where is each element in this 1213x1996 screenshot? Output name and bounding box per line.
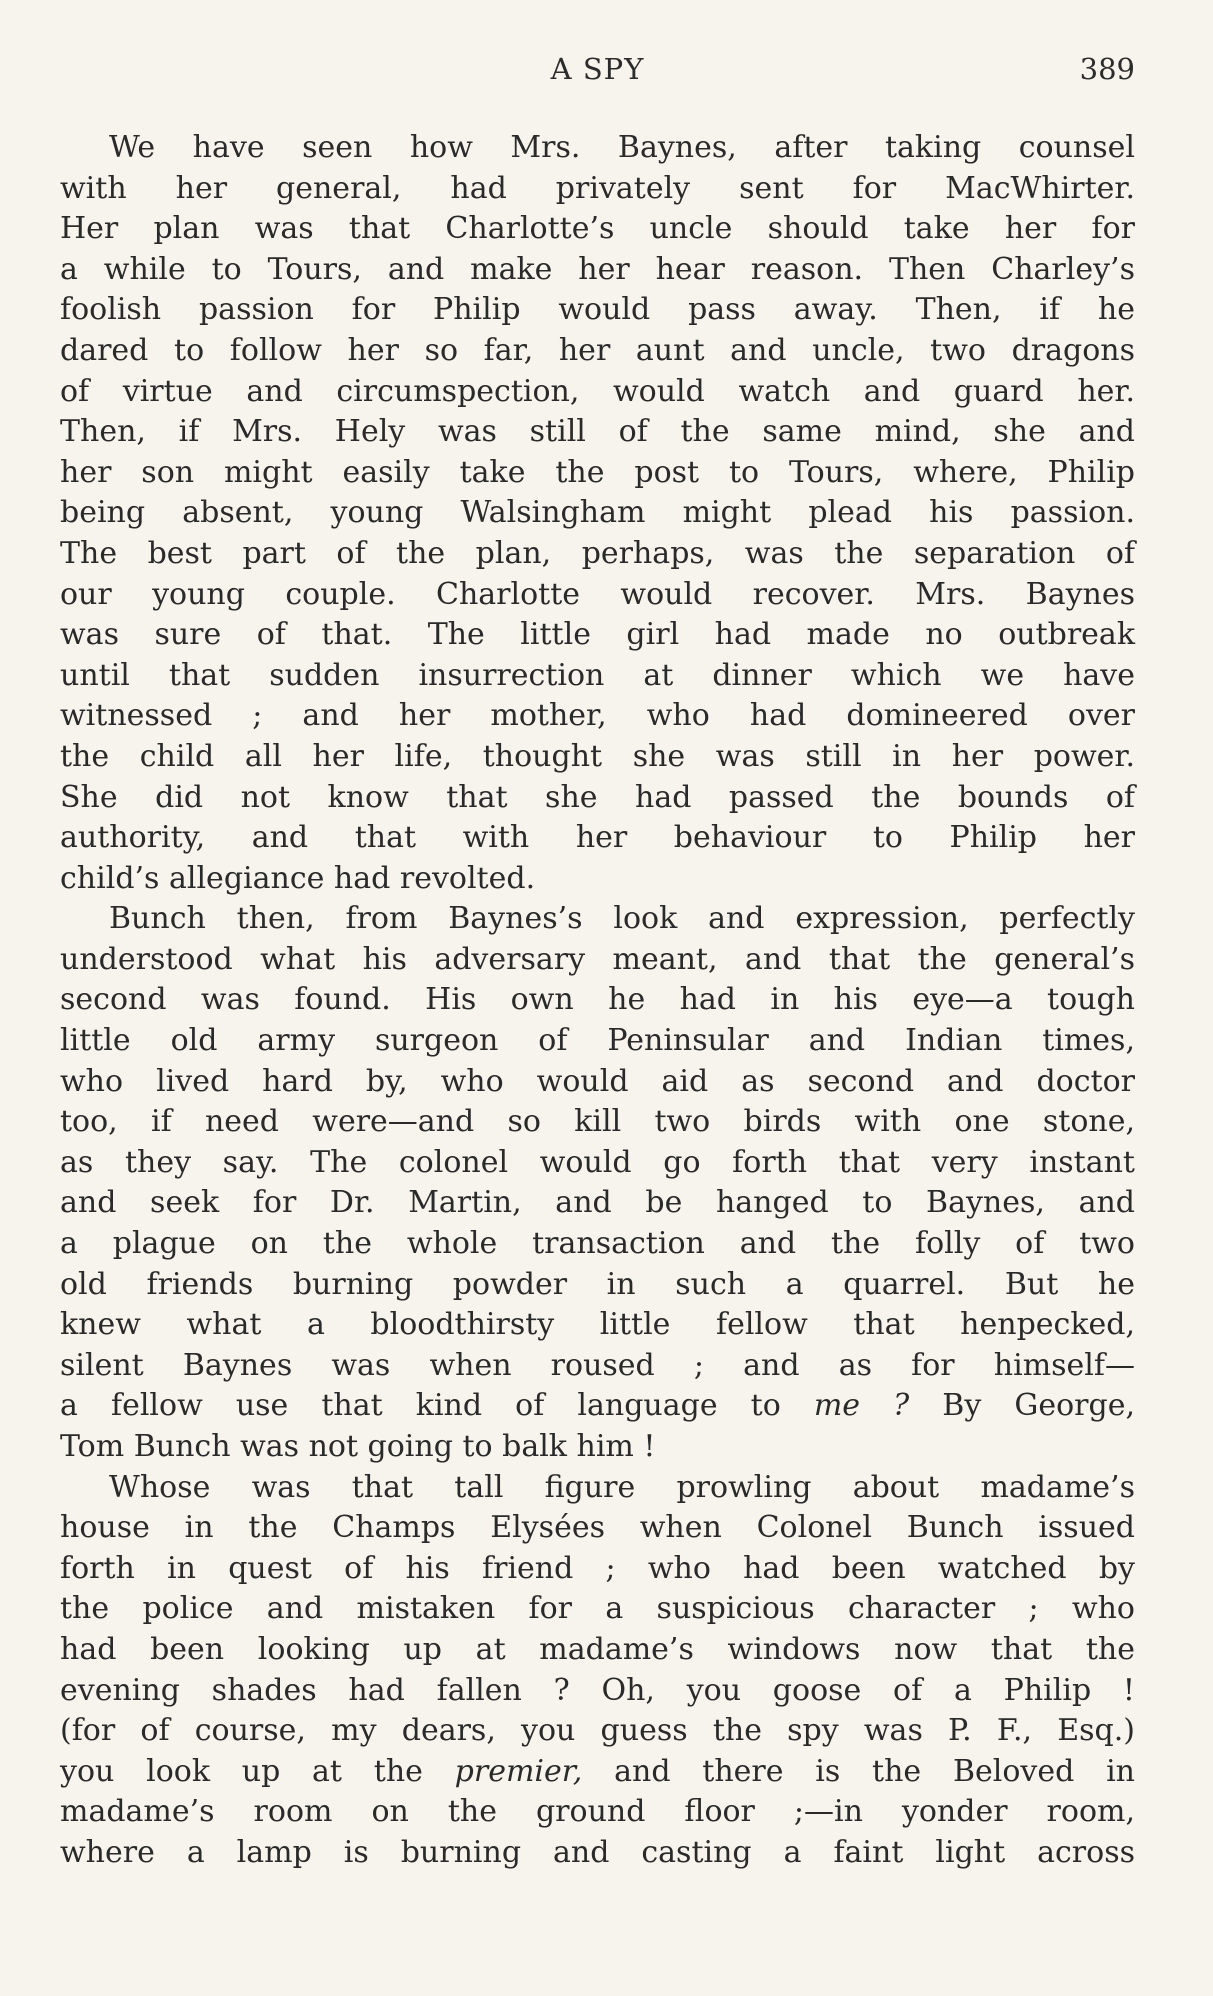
text-line: second was found. His own he had in his eye—a tough [60, 982, 1135, 1018]
text-line: authority, and that with her behaviour to Philip her [60, 820, 1135, 856]
text-segment: a fellow use that kind of language to [60, 1388, 814, 1424]
text-line: our young couple. Charlotte would recover. Mrs. Baynes [60, 576, 1135, 612]
text-line: and seek for Dr. Martin, and be hanged to Baynes, and [60, 1185, 1135, 1221]
text-line: a while to Tours, and make her hear reason. Then Charley’s [60, 251, 1135, 287]
text-line: She did not know that she had passed the bounds of [60, 779, 1135, 815]
text-line: house in the Champs Elysées when Colonel Bunch issued [60, 1510, 1135, 1546]
text-segment: you look up at the [60, 1753, 455, 1789]
text-body [60, 128, 1135, 1874]
text-line: madame’s room on the ground floor ;—in yonder room, [60, 1794, 1135, 1830]
text-line: knew what a bloodthirsty little fellow that henpecked, [60, 1307, 1135, 1343]
text-line: foolish passion for Philip would pass away. Then, if he [60, 292, 1135, 328]
text-line [60, 1752, 1135, 1793]
text-line [60, 1386, 1135, 1427]
text-line: child’s allegiance had revolted. [60, 860, 536, 896]
text-line: of virtue and circumspection, would watch and guard her. [60, 373, 1135, 409]
italic-word: premier, [454, 1753, 583, 1789]
text-line: witnessed ; and her mother, who had domineered over [60, 698, 1135, 734]
text-line: old friends burning powder in such a quarrel. But he [60, 1266, 1135, 1302]
text-line: We have seen how Mrs. Baynes, after taking counsel [109, 130, 1135, 165]
text-line: the police and mistaken for a suspicious character ; who [60, 1591, 1135, 1627]
text-line: her son might easily take the post to Tours, where, Philip [60, 454, 1135, 490]
text-line: silent Baynes was when roused ; and as for himself— [60, 1347, 1135, 1383]
text-line: The best part of the plan, perhaps, was the separation of [60, 535, 1135, 571]
text-line: as they say. The colonel would go forth that very instant [60, 1144, 1135, 1180]
text-line: who lived hard by, who would aid as second and doctor [60, 1063, 1135, 1099]
text-line: until that sudden insurrection at dinner which we have [60, 657, 1135, 693]
italic-word: me ? [813, 1388, 910, 1424]
chapter-title: A SPY [550, 52, 645, 86]
text-line: understood what his adversary meant, and that the general’s [60, 941, 1135, 977]
text-line: Whose was that tall figure prowling about madame’s [109, 1469, 1135, 1505]
text-line: dared to follow her so far, her aunt and uncle, two dragons [60, 332, 1135, 368]
text-line: with her general, had privately sent for MacWhirter. [60, 170, 1135, 206]
text-segment: By George, [909, 1388, 1135, 1424]
text-line: little old army surgeon of Peninsular and Indian times, [60, 1023, 1135, 1059]
text-line: had been looking up at madame’s windows now that the [60, 1631, 1135, 1667]
text-line: forth in quest of his friend ; who had been watched by [60, 1550, 1135, 1586]
running-head [60, 52, 1135, 92]
text-line: being absent, young Walsingham might plead his passion. [60, 495, 1135, 531]
text-line: (for of course, my dears, you guess the spy was P. F., Esq.) [60, 1713, 1135, 1749]
text-line: where a lamp is burning and casting a faint light across [60, 1834, 1135, 1870]
text-line: Her plan was that Charlotte’s uncle should take her for [60, 211, 1135, 247]
text-line: too, if need were—and so kill two birds with one stone, [60, 1104, 1135, 1140]
text-line: Then, if Mrs. Hely was still of the same mind, she and [60, 414, 1135, 450]
text-line: Tom Bunch was not going to balk him ! [60, 1429, 656, 1464]
text-line: a plague on the whole transaction and the folly of two [60, 1226, 1135, 1262]
text-line: the child all her life, thought she was still in her power. [60, 738, 1135, 774]
page-number: 389 [1079, 52, 1135, 86]
text-line: Bunch then, from Baynes’s look and expression, perfectly [109, 901, 1135, 937]
text-line: was sure of that. The little girl had made no outbreak [60, 617, 1135, 653]
text-segment: and there is the Beloved in [582, 1753, 1135, 1789]
text-line: evening shades had fallen ? Oh, you goose of a Philip ! [60, 1672, 1135, 1708]
